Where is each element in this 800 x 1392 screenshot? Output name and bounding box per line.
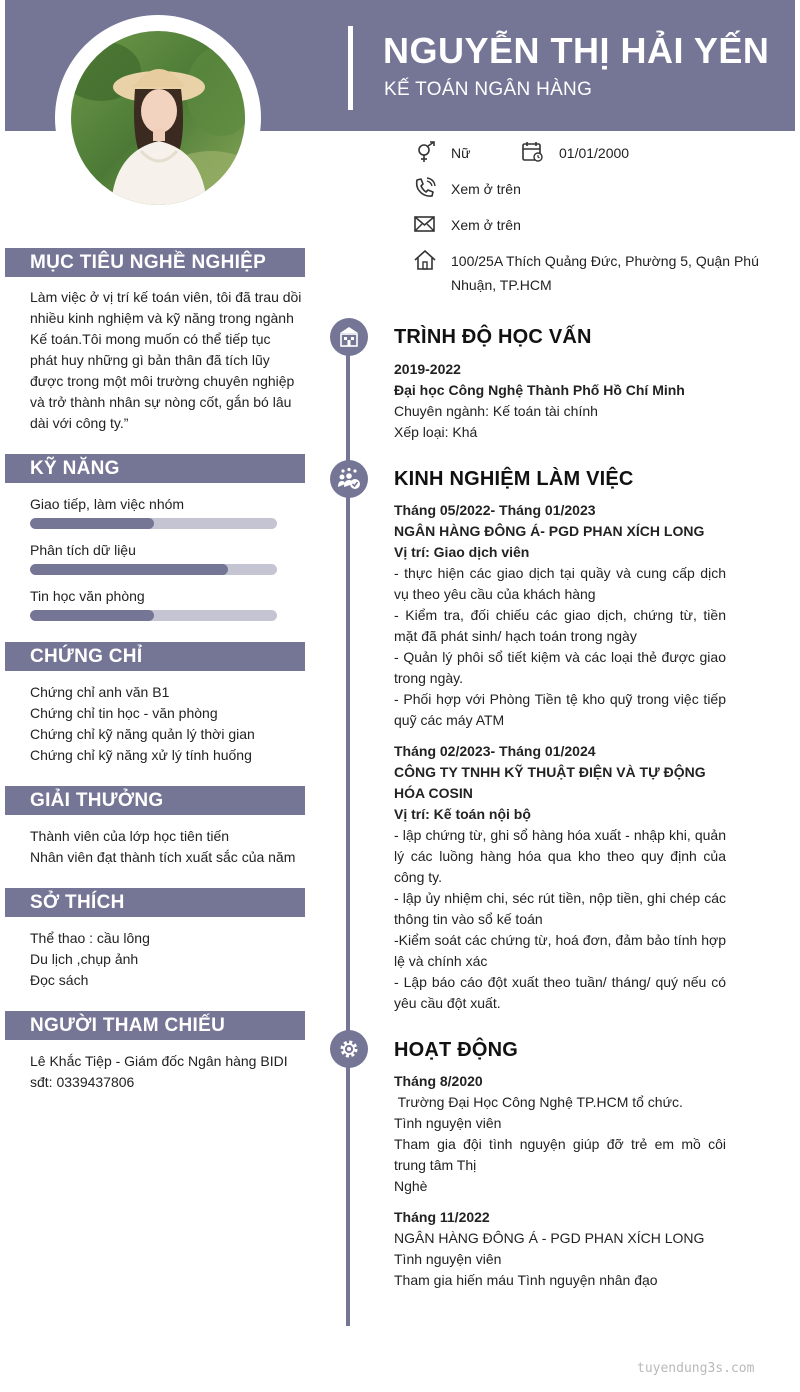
- skill-label: Phân tích dữ liệu: [30, 542, 136, 558]
- education-grade: Xếp loại: Khá: [394, 424, 478, 440]
- skills-heading: KỸ NĂNG: [5, 454, 305, 483]
- activity-organizer: NGÂN HÀNG ĐÔNG Á - PGD PHAN XÍCH LONG: [394, 1230, 705, 1246]
- hobby-item: Thể thao : cầu lông: [30, 930, 150, 946]
- activity-organizer: Trường Đại Học Công Nghệ TP.HCM tổ chức.: [394, 1094, 683, 1110]
- job-duty: - thực hiện các giao dịch tại quầy và cung cấp dịch vụ theo yêu cầu của khách hàng: [394, 565, 726, 602]
- contact-email: [413, 213, 521, 237]
- address-line-1: 100/25A Thích Quảng Đức, Phường 5, Quận Phú: [451, 253, 759, 269]
- education-period: 2019-2022: [394, 361, 461, 377]
- job-duty: - lập ủy nhiệm chi, séc rút tiền, nộp tiền, ghi chép các thông tin vào sổ kế toán: [394, 890, 726, 927]
- skill-bar: [30, 564, 277, 575]
- objective-line: dài với công ty.”: [30, 415, 129, 431]
- award-item: Nhân viên đạt thành tích xuất sắc của năm: [30, 849, 296, 865]
- job-company: CÔNG TY TNHH KỸ THUẬT ĐIỆN VÀ TỰ ĐỘNG HÓA COSIN: [394, 764, 706, 801]
- job-duty: - Quản lý phôi sổ tiết kiệm và các loại thẻ được giao trong ngày.: [394, 649, 726, 686]
- skill-label: Giao tiếp, làm việc nhóm: [30, 496, 185, 512]
- home-icon: [413, 249, 437, 271]
- phone-value: Xem ở trên: [451, 181, 521, 197]
- address-line-2: Nhuận, TP.HCM: [451, 277, 552, 293]
- hobby-item: Du lịch ,chụp ảnh: [30, 951, 139, 967]
- objective-line: và trở thành nhân sự nòng cốt, gắn bó lâu: [30, 394, 292, 410]
- experience-entry: [394, 741, 726, 1014]
- job-duty: - Lập báo cáo đột xuất theo tuần/ tháng/ quý nếu có yêu cầu đột xuất.: [394, 974, 726, 1011]
- job-duty: -Kiểm soát các chứng từ, hoá đơn, đảm bảo tính hợp lệ và chính xác: [394, 932, 726, 969]
- job-position: Vị trí: Kế toán nội bộ: [394, 806, 531, 822]
- skill-bar-fill: [30, 610, 154, 621]
- activity-entry: [394, 1071, 726, 1197]
- objective-line: nhiều kinh nghiệm và kỹ năng trong ngành: [30, 310, 294, 326]
- references-list: [30, 1051, 302, 1093]
- team-check-icon: [330, 460, 368, 498]
- objective-line: phát huy những gì bản thân đã tích lũy: [30, 352, 270, 368]
- experience-entry: [394, 500, 726, 731]
- education-major: Chuyên ngành: Kế toán tài chính: [394, 403, 598, 419]
- references-heading: NGƯỜI THAM CHIẾU: [5, 1011, 305, 1040]
- activity-role: Tình nguyện viên: [394, 1115, 502, 1131]
- activity-description: Tham gia đội tình nguyện giúp đỡ trẻ em mồ côi trung tâm Thị: [394, 1136, 726, 1173]
- skill-label: Tin học văn phòng: [30, 588, 145, 604]
- activity-period: Tháng 11/2022: [394, 1209, 490, 1225]
- skill-bar: [30, 518, 277, 529]
- awards-heading: GIẢI THƯỞNG: [5, 786, 305, 815]
- job-period: Tháng 05/2022- Tháng 01/2023: [394, 502, 596, 518]
- skill-bar-fill: [30, 518, 154, 529]
- phone-icon: [413, 177, 437, 199]
- certificates-heading: CHỨNG CHỈ: [5, 642, 305, 671]
- mail-icon: [413, 213, 437, 235]
- hobbies-list: [30, 928, 302, 991]
- activity-description: Tham gia hiến máu Tình nguyện nhân đạo: [394, 1272, 658, 1288]
- hobby-item: Đọc sách: [30, 972, 89, 988]
- hobbies-heading: SỞ THÍCH: [5, 888, 305, 917]
- certificates-list: [30, 682, 302, 766]
- reference-item: Lê Khắc Tiệp - Giám đốc Ngân hàng BIDI: [30, 1053, 288, 1069]
- certificate-item: Chứng chỉ tin học - văn phòng: [30, 705, 218, 721]
- gender-value: Nữ: [451, 145, 471, 161]
- header-divider: [348, 26, 353, 110]
- contact-gender: [413, 141, 629, 165]
- award-item: Thành viên của lớp học tiên tiến: [30, 828, 230, 844]
- reference-item: sđt: 0339437806: [30, 1074, 135, 1090]
- job-duty: - Kiểm tra, đối chiếu các giao dịch, chứng từ, tiền mặt đã phát sinh/ hạch toán trong ngày: [394, 607, 726, 644]
- education-heading: TRÌNH ĐỘ HỌC VẤN: [394, 326, 592, 348]
- activity-role: Tình nguyện viên: [394, 1251, 502, 1267]
- school-icon: [330, 318, 368, 356]
- objective-line: Làm việc ở vị trí kế toán viên, tôi đã trau dồi: [30, 289, 302, 305]
- objective-line: Kế toán.Tôi mong muốn có thể tiếp tục: [30, 331, 271, 347]
- experience-heading: KINH NGHIỆM LÀM VIỆC: [394, 468, 634, 490]
- awards-list: [30, 826, 302, 868]
- job-position: Vị trí: Giao dịch viên: [394, 544, 530, 560]
- skill-bar-fill: [30, 564, 228, 575]
- contact-phone: [413, 177, 521, 201]
- gear-icon: [330, 1030, 368, 1068]
- contact-address: [413, 249, 761, 297]
- objective-heading: MỤC TIÊU NGHỀ NGHIỆP: [5, 248, 305, 277]
- activity-entry: [394, 1207, 726, 1291]
- certificate-item: Chứng chỉ anh văn B1: [30, 684, 170, 700]
- birth-date-value: 01/01/2000: [559, 145, 630, 161]
- job-period: Tháng 02/2023- Tháng 01/2024: [394, 743, 596, 759]
- objective-line: được trong một môi trường chuyên nghiệp: [30, 373, 295, 389]
- candidate-name: NGUYỄN THỊ HẢI YẾN: [383, 30, 770, 71]
- certificate-item: Chứng chỉ kỹ năng quản lý thời gian: [30, 726, 255, 742]
- avatar: [71, 31, 245, 205]
- watermark: tuyendung3s.com: [637, 1361, 755, 1376]
- objective-text: [30, 287, 302, 434]
- email-value: Xem ở trên: [451, 217, 521, 233]
- skill-bar: [30, 610, 277, 621]
- education-school: Đại học Công Nghệ Thành Phố Hồ Chí Minh: [394, 382, 685, 398]
- activities-heading: HOẠT ĐỘNG: [394, 1039, 519, 1061]
- gender-icon: [413, 141, 437, 163]
- calendar-icon: [521, 141, 545, 163]
- candidate-job-title: KẾ TOÁN NGÂN HÀNG: [384, 79, 593, 100]
- job-duty: - lập chứng từ, ghi sổ hàng hóa xuất - nhập khi, quản lý các luồng hàng hóa qua kho theo quy định của công ty.: [394, 827, 726, 885]
- job-duty: - Phối hợp với Phòng Tiền tệ kho quỹ trong việc tiếp quỹ các máy ATM: [394, 691, 726, 728]
- activity-description-extra: Nghè: [394, 1178, 428, 1194]
- education-entry: [394, 359, 726, 443]
- certificate-item: Chứng chỉ kỹ năng xử lý tính huống: [30, 747, 252, 763]
- activity-period: Tháng 8/2020: [394, 1073, 483, 1089]
- job-company: NGÂN HÀNG ĐÔNG Á- PGD PHAN XÍCH LONG: [394, 523, 705, 539]
